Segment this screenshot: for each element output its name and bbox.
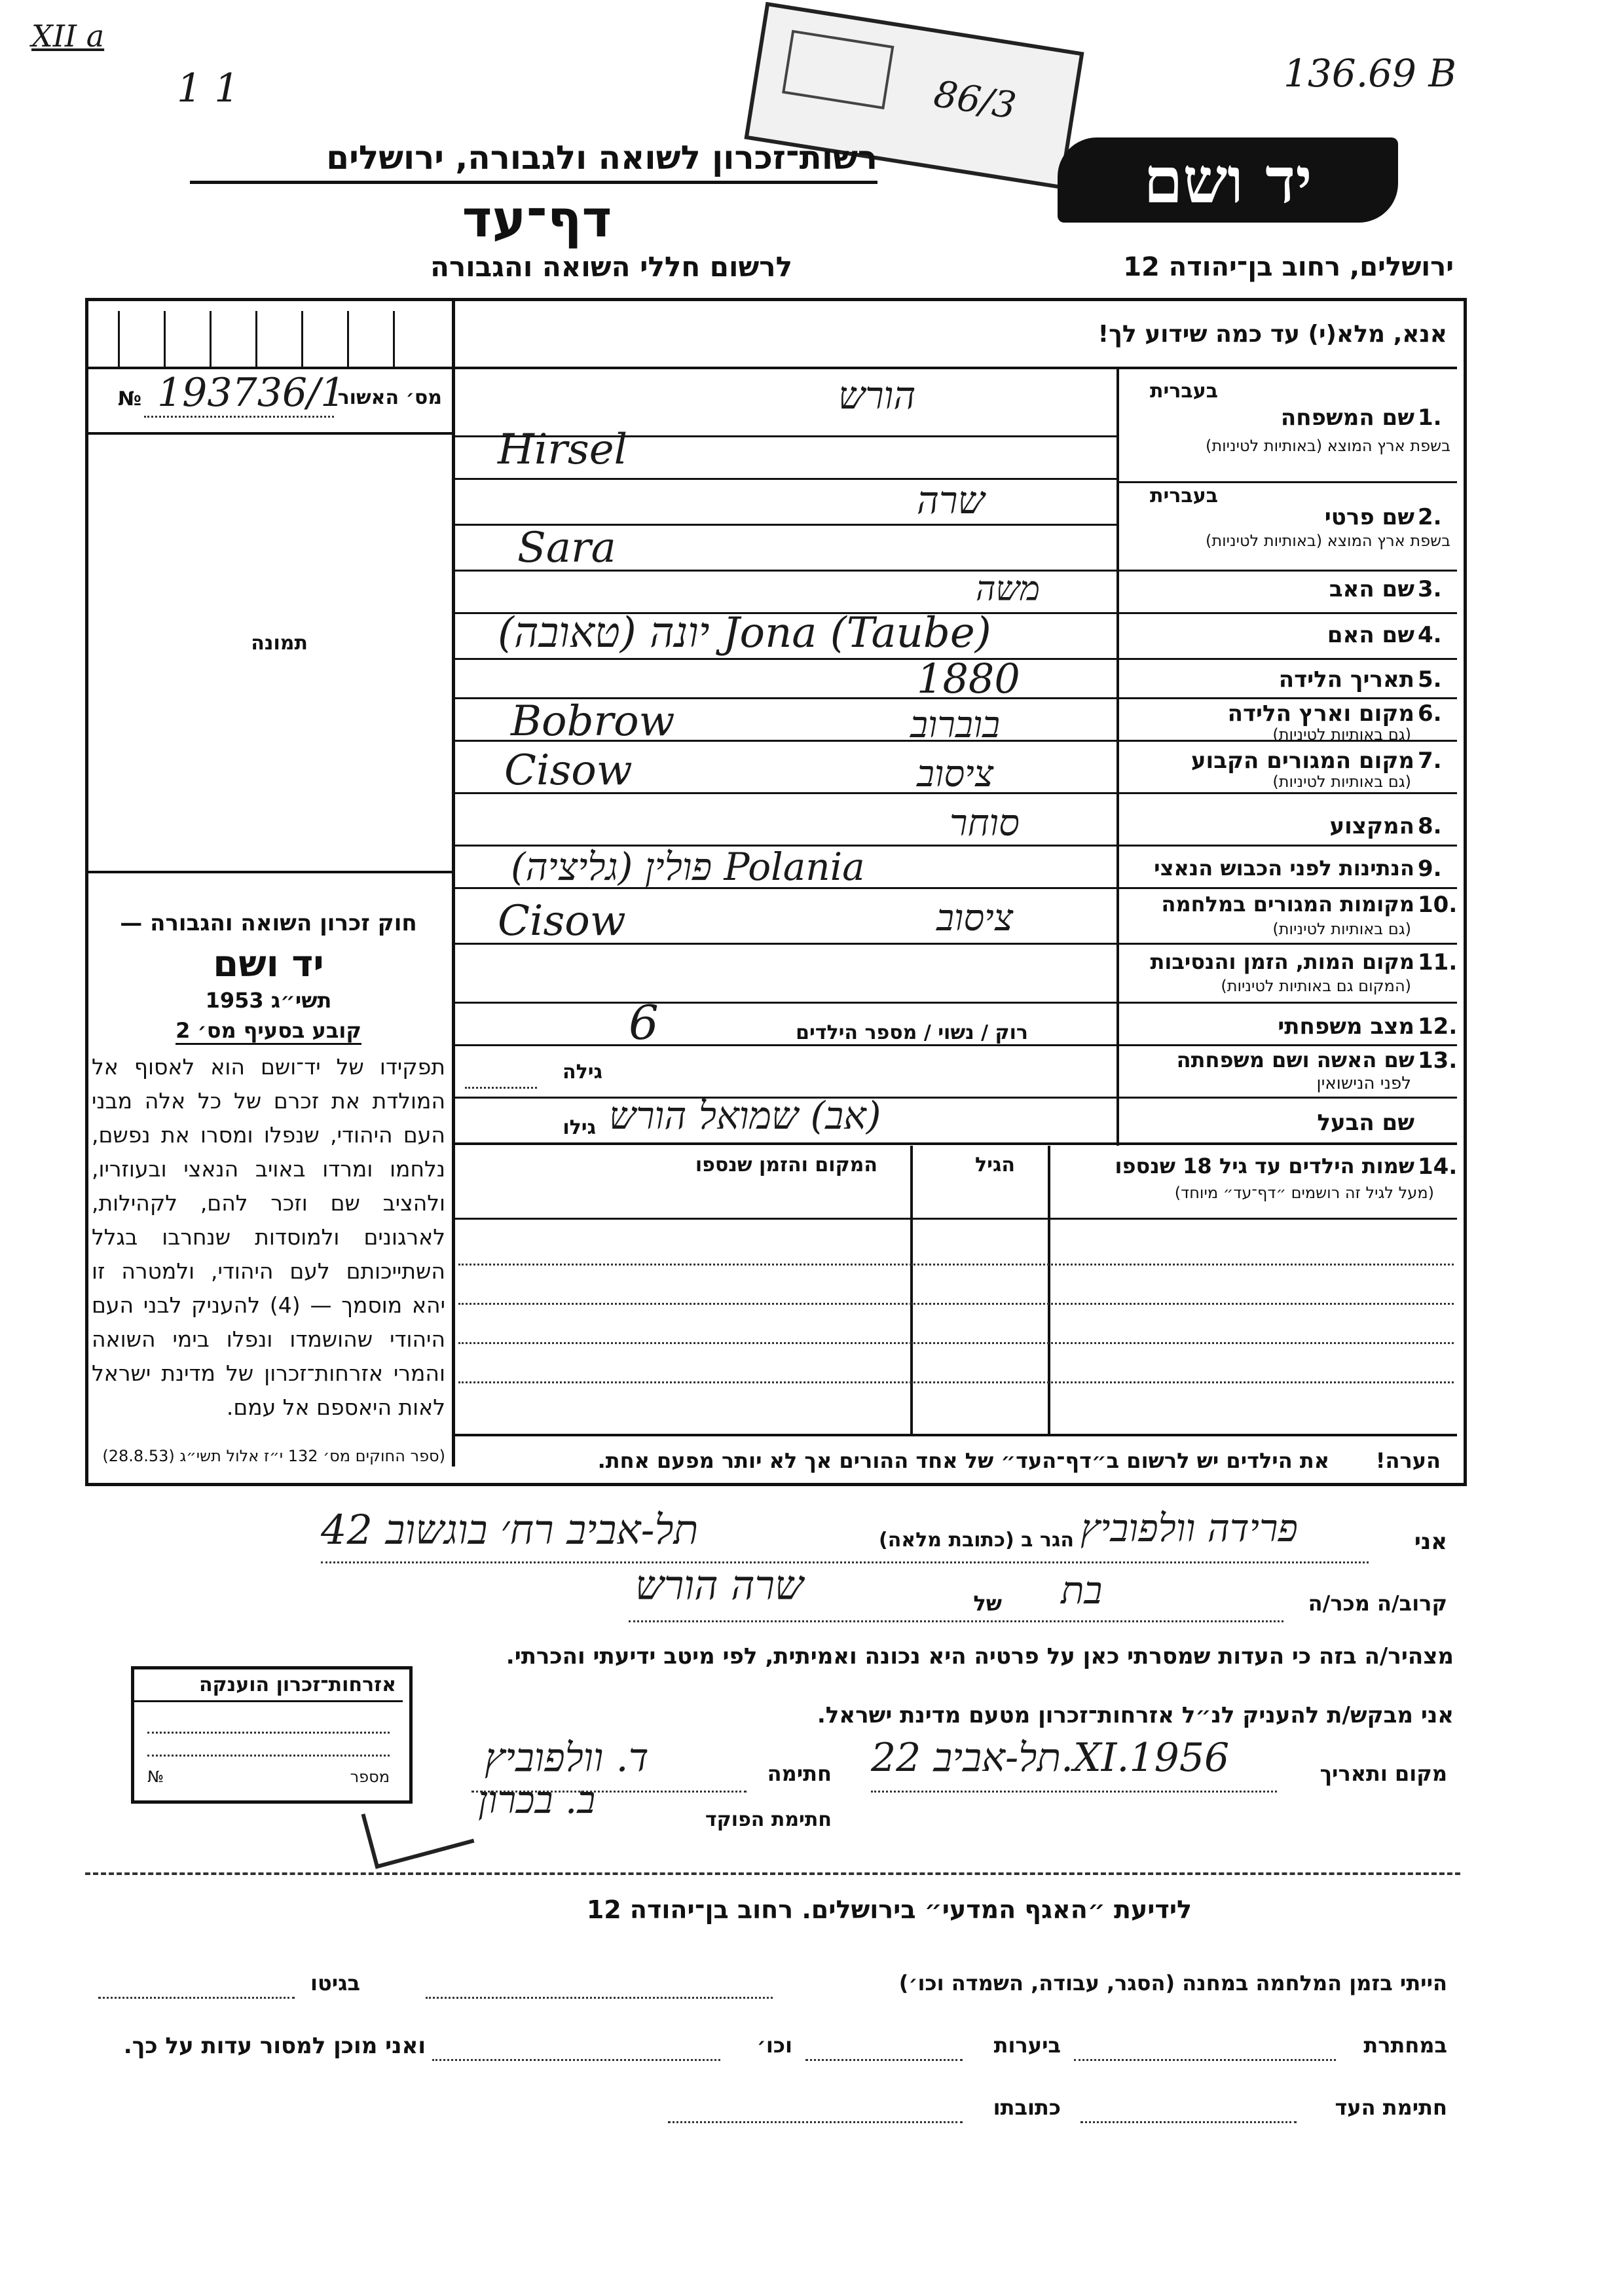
approval-no: №: [118, 388, 142, 410]
signature-label: חתימה: [767, 1761, 832, 1786]
law-section: קובע בסעיף מס׳ 2: [175, 1018, 361, 1045]
lives-at-label: הגר ב (כתובת מלאה): [878, 1529, 1074, 1552]
stamp-text: 86/3: [931, 73, 1020, 128]
authority-name: רשות־זכרון לשואה ולגבורה, ירושלים: [190, 139, 877, 184]
field-10-num: 10.: [1418, 892, 1458, 918]
declarant-name: פרידה וולפוביץ: [1080, 1506, 1298, 1550]
underground-label: במחתרת: [1363, 2033, 1447, 2058]
field-4-num: 4.: [1418, 622, 1442, 648]
note-text: את הילדים יש לרשום ב״דף־העד״ של אחד ההורים אך לא יותר מפעם אחת.: [597, 1448, 1329, 1473]
husband-label: שם הבעל: [1317, 1110, 1414, 1136]
value-birthplace-latin: Bobrow: [511, 697, 675, 746]
field-13-num: 13.: [1418, 1048, 1458, 1074]
approval-value: 193736/1: [157, 370, 346, 416]
signature-value: ד. וולפוביץ: [485, 1735, 649, 1781]
value-surname-hebrew: הורש: [838, 373, 916, 418]
citizenship-title: אזרחות־זכרון הוענקה: [134, 1673, 403, 1702]
officer-label: חתימת הפוקד: [705, 1808, 832, 1831]
field-8-label: המקצוע: [1329, 813, 1414, 839]
citizenship-no: №: [147, 1768, 164, 1786]
forests-label: ביערות: [993, 2033, 1061, 2058]
field-6-label: מקום וארץ הלידה: [1227, 701, 1414, 727]
witness-address-label: כתובתו: [993, 2095, 1061, 2120]
col-age: הגיל: [975, 1154, 1015, 1176]
value-wartime-residence-hebrew: ציסוב: [936, 897, 1014, 939]
value-firstname-hebrew: שרה: [917, 478, 985, 522]
field-3-label: שם האב: [1329, 576, 1414, 602]
camp-label: הייתי בזמן המלחמה במחנה (הסגר, עבודה, השמדה וכו׳): [898, 1971, 1447, 1995]
field-1-label: שם המשפחה: [1280, 405, 1414, 431]
field-10-label: מקומות המגורים במלחמה: [1161, 892, 1414, 917]
field-13-label: שם האשה ושם משפחתה: [1176, 1048, 1414, 1072]
catalog-number: 136.69 B: [1283, 51, 1457, 96]
request-text: אני מבקש/ת להעניק לנ״ל אזרחות־זכרון מטעם מדינת ישראל.: [817, 1702, 1454, 1728]
handwritten-number: 1 1: [177, 65, 240, 111]
law-year: תשי״ג 1953: [205, 988, 332, 1013]
field-1-sub: בשפת ארץ המוצא (באותיות לטיניות): [1206, 437, 1450, 455]
note-label: הערה!: [1375, 1448, 1441, 1473]
law-title: חוק זכרון השואה והגבורה —: [120, 910, 417, 936]
logo-text: יד ושם: [1143, 143, 1312, 217]
of-label: של: [973, 1591, 1002, 1616]
value-residence-hebrew: ציסוב: [917, 753, 994, 795]
etc-label: וכו׳: [756, 2033, 792, 2058]
bottom-heading: לידיעת ״האגף המדעי״ בירושלים. רחוב בן־יהודה 12: [586, 1895, 1192, 1924]
ghetto-label: בגיטו: [310, 1971, 360, 1995]
field-12-num: 12.: [1418, 1013, 1458, 1040]
place-date-value: תל-אביב 22.XI.1956: [871, 1735, 1230, 1781]
children-label: שמות הילדים עד גיל 18 שנספו: [1115, 1154, 1414, 1178]
intro-text: אנא, מלא(י) עד כמה שידוע לך!: [1098, 321, 1447, 348]
value-father: משה: [976, 570, 1041, 609]
yad-vashem-logo: [1058, 137, 1398, 223]
form-subtitle: לרשום חללי השואה והגבורה: [430, 251, 792, 283]
field-7-sub: (גם באותיות לטיניות): [1272, 773, 1411, 791]
law-box: [92, 910, 445, 1473]
value-occupation: סוחר: [950, 802, 1020, 845]
form-title: דף־עד: [462, 190, 612, 249]
law-name: יד ושם: [213, 943, 324, 985]
value-nationality: פולין (גליציה) Polania: [511, 845, 865, 889]
declarant-address: תל-אביב רח׳ בוגשוב 42: [321, 1506, 699, 1554]
field-13-sub: לפני הנישואין: [1316, 1074, 1411, 1093]
archive-mark: XII a: [31, 18, 105, 54]
of-name: שרה הורש: [635, 1561, 803, 1609]
children-num: 14.: [1418, 1154, 1458, 1180]
field-10-sub: (גם באותיות לטיניות): [1272, 920, 1411, 938]
declare-text: מצהיר/ה בזה כי העדות שמסרתי כאן על פרטיה היא נכונה ואמיתית, לפי מיטב ידיעתי והכרתי.: [506, 1643, 1454, 1669]
value-firstname-latin: Sara: [517, 524, 616, 572]
section-divider: [85, 1872, 1460, 1875]
field-9-label: הנתינות לפני הכבוש הנאצי: [1154, 856, 1414, 881]
col-place: המקום והזמן שנספו: [695, 1154, 877, 1176]
law-body: תפקידו של יד־ושם הוא לאסוף אל המולדת את זכרם של כל אלה מבני העם היהודי, שנפלו ומסרו את נפשם, נלחמו ומרדו באויב הנאצי ובעוזריו, ולהציב שם וזכר להם, לקהילות, לארגונים ולמוסדות שנחרבו בגלל השתייכותם לעם היהודי, ולמטרה זו יהא מוסמך — (4) להעניק לבני העם היהודי שהושמדו ונפלו בימי השואה והמרי אזרחות־זכרון של מדינת ישראל לאות היאספם אל עמם.: [92, 1054, 445, 1420]
citizenship-number-label: מספר: [350, 1768, 390, 1786]
declarant-ani: אני: [1414, 1529, 1447, 1555]
field-2-tag: בעברית: [1150, 484, 1218, 507]
citizenship-box: [131, 1666, 413, 1804]
value-children-count: 6: [629, 995, 659, 1050]
wife-age-label: גילה: [563, 1061, 602, 1084]
field-2-label: שם פרטי: [1324, 504, 1414, 530]
approval-label: מס׳ האשור: [337, 386, 442, 409]
field-8-num: 8.: [1418, 813, 1442, 839]
field-1-num: 1.: [1418, 405, 1442, 431]
place-date-label: מקום ותאריך: [1320, 1761, 1447, 1786]
field-11-sub: (המקום גם באותיות לטיניות): [1221, 977, 1411, 995]
testify-label: ואני מוכן למסור עדות על כך.: [123, 2033, 426, 2059]
field-9-num: 9.: [1418, 856, 1442, 882]
field-1-tag: בעברית: [1150, 380, 1218, 403]
declarant-relation: בת: [1061, 1568, 1103, 1613]
field-3-num: 3.: [1418, 576, 1442, 602]
header-address: ירושלים, רחוב בן־יהודה 12: [1123, 252, 1454, 282]
field-5-label: תאריך הלידה: [1278, 666, 1414, 693]
field-11-num: 11.: [1418, 949, 1458, 975]
photo-label: תמונה: [251, 632, 308, 655]
field-2-num: 2.: [1418, 504, 1442, 530]
value-husband: (אב) שמואל הורש: [609, 1093, 881, 1138]
children-sub: (מעל לגיל זה רושמים ״דף־עד״ מיוחד): [1174, 1184, 1434, 1202]
value-surname-latin: Hirsel: [498, 426, 628, 474]
husband-age-label: גילו: [563, 1116, 596, 1139]
value-birthplace-hebrew: בוברוב: [910, 704, 1001, 746]
field-4-label: שם האם: [1327, 622, 1414, 648]
field-11-label: מקום המות, הזמן והנסיבות: [1150, 949, 1414, 974]
value-residence-latin: Cisow: [504, 746, 633, 795]
field-7-label: מקום המגורים הקבוע: [1190, 748, 1414, 774]
field-12-label: מצב משפחתי: [1278, 1013, 1414, 1040]
stamp-inner-box: [782, 30, 894, 110]
field-7-num: 7.: [1418, 748, 1442, 774]
law-reference: (ספר החוקים מס׳ 132 י״ז אלול תשי״ג (28.8.53): [102, 1447, 445, 1465]
field-6-num: 6.: [1418, 701, 1442, 727]
field-6-sub: (גם באותיות לטיניות): [1272, 725, 1411, 744]
officer-signature: ב. בכרון: [478, 1777, 596, 1822]
witness-signature-label: חתימת העד: [1335, 2095, 1447, 2120]
value-birthdate: 1880: [917, 655, 1020, 702]
relative-label: קרוב/ה מכר/ה: [1308, 1591, 1447, 1616]
value-mother: יונה (טאובה) Jona (Taube): [498, 609, 991, 657]
field-2-sub: בשפת ארץ המוצא (באותיות לטיניות): [1206, 532, 1450, 550]
value-wartime-residence-latin: Cisow: [498, 897, 626, 945]
family-status-text: רוק / נשוי / מספר הילדים: [796, 1021, 1028, 1044]
field-5-num: 5.: [1418, 666, 1442, 693]
